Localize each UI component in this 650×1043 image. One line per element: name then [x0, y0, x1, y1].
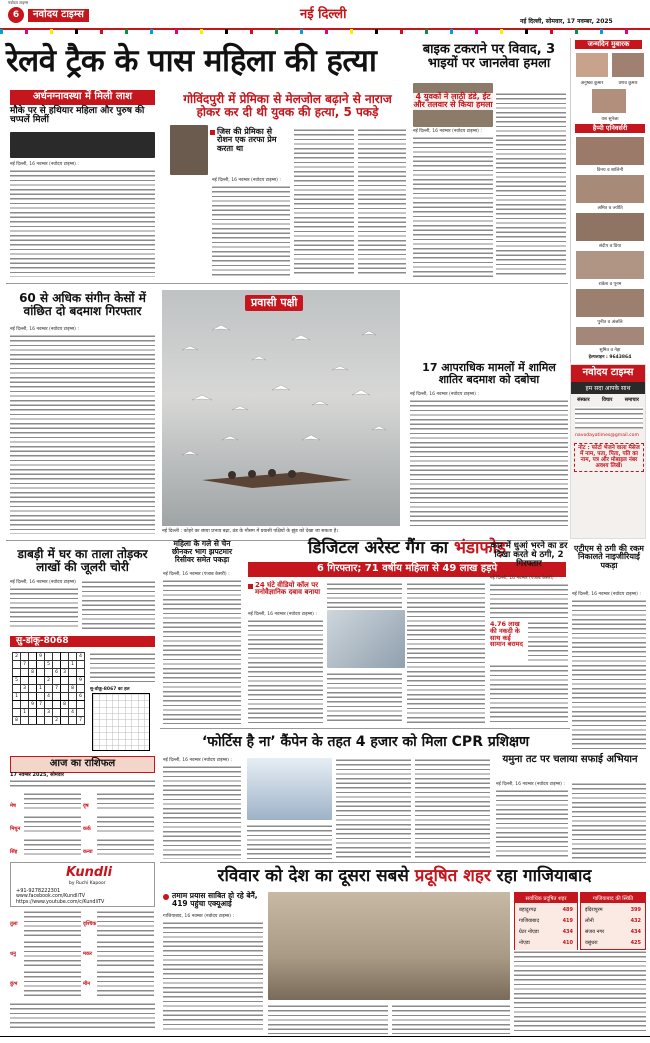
murder-photo	[170, 125, 208, 175]
aqi-value: 489	[562, 906, 573, 913]
color-swatch	[375, 29, 378, 34]
sudoku-cell	[45, 701, 53, 709]
aqi-title-a: सर्वाधिक प्रदूषित शहर	[515, 893, 577, 903]
sign-7	[10, 910, 82, 938]
color-swatch	[150, 29, 153, 34]
birds-label: प्रवासी पक्षी	[245, 295, 303, 311]
anniv-name-6: सुमित व नेहा	[599, 348, 621, 353]
anniv-name-2: अमित व ज्योति	[597, 206, 623, 211]
bike-body-1	[413, 136, 493, 277]
sudoku-cell: 8	[13, 717, 21, 725]
chain-byline: नई दिल्ली, 16 नवम्बर (पंजाब केसरी) :	[163, 572, 230, 577]
birds-caption: नई दिल्ली : कोहरे का छाया प्रभाव बढ़ा, ठंड के मौसम में प्रवासी पक्षियों के झुंड को देखा जा सकता है।	[162, 529, 339, 534]
bday-name-1: अनुष्का कुमार	[580, 81, 604, 86]
sign-label: मिथुन	[10, 826, 21, 832]
sudoku-cell	[29, 709, 37, 717]
aqi-value: 432	[630, 917, 641, 924]
sudoku-cell: 8	[29, 669, 37, 677]
sign-label: सिंह	[10, 849, 18, 855]
photo-notice: नोट : फोटो भेजने वाला मैसेज में नाम, पता, पिता, पति का नाम, पत्र और मोबाइल नंबर अवश्य लिखें।	[574, 443, 644, 472]
bday-photo-2	[611, 52, 645, 78]
city-label: नई दिल्ली	[300, 7, 347, 22]
cpr-byline: नई दिल्ली, 16 नवम्बर (नवोदय टाइम्स) :	[163, 758, 232, 763]
aqi-city: गाजियाबाद	[519, 917, 540, 924]
fraud-byline: नई दिल्ली, 16 नवम्बर (नवोदय टाइम्स) :	[572, 592, 641, 597]
color-swatch	[200, 29, 203, 34]
sudoku-cell	[21, 653, 29, 661]
sudoku-cell: 4	[77, 653, 85, 661]
sudoku-cell: 2	[53, 717, 61, 725]
divider	[160, 728, 570, 729]
color-swatch	[25, 29, 28, 34]
sudoku-cell	[77, 685, 85, 693]
aqi-row	[517, 905, 575, 914]
chain-headline: महिला के गले से चेन छीनकर भाग झपटमार रिसीवर समेत पकड़ा	[171, 539, 233, 564]
yamuna-body-1	[496, 789, 568, 859]
bday-name-3: यश सुनेजा	[601, 117, 619, 122]
sign-label: तुला	[10, 921, 18, 927]
color-swatch	[325, 29, 328, 34]
arrow-icon	[163, 894, 169, 900]
sudoku-cell	[21, 677, 29, 685]
sudoku-cell: 8	[69, 685, 77, 693]
color-swatch	[525, 29, 528, 34]
bike-headline: बाइक टकराने पर विवाद, 3 भाइयों पर जानलेवा हमला	[422, 42, 556, 71]
small-paper-name: नवोदय टाइम्स	[8, 0, 29, 5]
color-swatch	[175, 29, 178, 34]
sudoku-cell	[45, 717, 53, 725]
color-swatch	[100, 29, 103, 34]
sudoku-cell	[53, 693, 61, 701]
bday-name-2: प्रणव कुमार	[618, 81, 638, 86]
car-body-3	[490, 664, 568, 724]
aqi-city: लोनी	[585, 917, 594, 924]
anniv-photo-6	[575, 326, 645, 346]
color-swatch	[275, 29, 278, 34]
aqi-city: इंदिरापुरम	[585, 906, 603, 913]
sudoku-cell	[61, 661, 69, 669]
kundli-ad	[10, 862, 155, 907]
sudoku-cell: 5	[13, 677, 21, 685]
lead-sub: मौके पर से हथियार महिला और पुरुष की चप्पलें मिलीं	[10, 106, 145, 126]
aqi-city: संजय नगर	[585, 928, 605, 935]
sign-9	[10, 940, 82, 968]
birds-illustration	[162, 290, 400, 526]
yamuna-body-2	[572, 782, 646, 859]
footer-rule	[0, 1036, 650, 1037]
dabri-body-2	[82, 580, 155, 629]
anniv-photo-1	[575, 136, 645, 166]
sudoku-cell: 6	[53, 669, 61, 677]
aqi-row	[583, 938, 643, 947]
color-swatch	[625, 29, 628, 34]
sudoku-cell: 7	[77, 717, 85, 725]
anniv-photo-5	[575, 288, 645, 318]
sign-label: कुंभ	[10, 981, 18, 987]
sudoku-cell	[61, 709, 69, 717]
anniversary-title: हैप्पी एनिवर्सरी	[575, 124, 645, 133]
promo-col-3: समाचार	[624, 396, 639, 403]
pollution-headline-b: प्रदूषित शहर	[414, 866, 491, 886]
aqi-row	[583, 927, 643, 936]
divider	[6, 283, 568, 284]
sudoku-cell	[21, 717, 29, 725]
pollution-sub-text: तमाम प्रयास साबित हो रहे बेनेैं, 419 पहुंचा एक्यूआई	[172, 891, 258, 908]
car-byline: नई दिल्ली, 16 नवम्बर (पंजाब केसरी) :	[490, 576, 557, 581]
sudoku-cell	[69, 717, 77, 725]
color-swatch	[400, 29, 403, 34]
color-swatch	[350, 29, 353, 34]
shaatir-byline: नई दिल्ली, 16 नवम्बर (नवोदय टाइम्स) :	[410, 392, 479, 397]
color-swatch	[300, 29, 303, 34]
sudoku-cell: 3	[61, 669, 69, 677]
sudoku-cell	[61, 717, 69, 725]
fraud-body	[572, 599, 646, 749]
aqi-row	[583, 916, 643, 925]
color-swatch	[575, 29, 578, 34]
sudoku-cell	[61, 653, 69, 661]
sudoku-cell: 7	[53, 685, 61, 693]
sudoku-cell	[13, 661, 21, 669]
bday-photo-1	[575, 52, 609, 78]
date-line: नई दिल्ली, सोमवार, 17 नवम्बर, 2025	[520, 18, 613, 25]
sudoku-cell	[29, 661, 37, 669]
sign-label: कर्क	[83, 826, 91, 832]
sudoku-cell: 4	[69, 709, 77, 717]
car-pull: 4.76 लाख की नकदी के साथ कई सामान बरामद	[490, 620, 523, 649]
criminal60-headline: 60 से अधिक संगीन केसों में वांछित दो बदमाश गिरफ्तार	[19, 291, 146, 318]
pollution-photo	[268, 892, 510, 1000]
sudoku-cell	[45, 685, 53, 693]
color-swatch	[500, 29, 503, 34]
sudoku-cell: 7	[37, 701, 45, 709]
sudoku-cell	[53, 701, 61, 709]
yamuna-byline: नई दिल्ली, 16 नवम्बर (नवोदय टाइम्स) :	[496, 782, 565, 787]
birthday-title: जन्मदिन मुबारक	[575, 40, 642, 49]
color-swatch	[450, 29, 453, 34]
color-swatch	[225, 29, 228, 34]
lead-body	[10, 169, 155, 277]
car-headline: कार में धुआं भरने का डर दिखा करते थे ठगी, 2 गिरफ्तार	[490, 541, 568, 569]
bday-photo-3	[591, 88, 627, 114]
sudoku-cell: 3	[45, 709, 53, 717]
aqi-value: 410	[562, 939, 573, 946]
sudoku-cell: 8	[61, 701, 69, 709]
aqi-city: वसुंधरा	[585, 939, 598, 946]
color-swatch	[75, 29, 78, 34]
sudoku-cell	[61, 685, 69, 693]
arrest-body-1	[248, 619, 323, 724]
pollution-headline-a: रविवार को देश का दूसरा सबसे	[217, 866, 415, 886]
cpr-body-4	[415, 758, 490, 859]
sign-label: मेष	[10, 803, 16, 809]
page-number: 6	[8, 7, 24, 23]
sudoku-answer-grid	[92, 693, 150, 751]
sign-label: कन्या	[83, 849, 93, 855]
anniv-name-3: संदीप व प्रिया	[598, 244, 622, 249]
birthday-panel	[570, 38, 646, 363]
hidden-name-9: रवि व सीमा	[575, 38, 580, 39]
arrest-deck: 6 गिरफ्तार; 71 वर्षीय महिला से 49 लाख हड़पे	[248, 562, 566, 577]
sudoku-cell	[45, 653, 53, 661]
sign-6	[83, 838, 155, 860]
sudoku-cell	[29, 653, 37, 661]
color-swatch	[250, 29, 253, 34]
sudoku-cell	[61, 677, 69, 685]
sudoku-grid	[12, 652, 85, 725]
color-swatch	[550, 29, 553, 34]
kundli-fb: www.facebook.com/KundliTV	[16, 894, 86, 899]
cpr-body-1	[163, 765, 241, 859]
color-strip	[0, 30, 650, 33]
aqi-city: ग्रेटर नोएडा	[519, 928, 539, 935]
sudoku-cell: 4	[45, 693, 53, 701]
sudoku-cell: 3	[21, 685, 29, 693]
sudoku-cell	[29, 693, 37, 701]
sign-4	[83, 815, 155, 837]
promo-email: navodayatimes@gmail.com	[575, 433, 639, 438]
kundli-yt: https://www.youtube.com/c/KundliTV	[16, 900, 105, 905]
sudoku-cell: 2	[13, 653, 21, 661]
shaatir-headline: 17 आपराधिक मामलों में शामिल शातिर बदमाश को दबोचा	[422, 361, 556, 386]
color-swatch	[425, 29, 428, 34]
sudoku-cell: 6	[77, 693, 85, 701]
sudoku-cell	[21, 701, 29, 709]
anniv-photo-4	[575, 250, 645, 280]
aqi-city: बहादुरगढ़	[519, 906, 537, 913]
kundli-tag: by Ruchi Kapoor	[69, 881, 106, 886]
aqi-title-b: गाजियाबाद की स्थिति	[581, 893, 645, 903]
rashifal-grid	[10, 792, 155, 860]
sudoku-cell	[69, 653, 77, 661]
aqi-table-b	[580, 892, 646, 950]
cpr-body-3	[336, 758, 411, 859]
cpr-headline: ‘फोर्टिस है ना’ कैंपेन के तहत 4 हजार को मिला CPR प्रशिक्षण	[201, 734, 530, 750]
promo-col-1: संस्कार	[577, 396, 590, 403]
sudoku-cell	[45, 669, 53, 677]
sudoku-cell	[53, 661, 61, 669]
sudoku-cell	[29, 717, 37, 725]
dabri-headline: डाबड़ी में घर का ताला तोड़कर लाखों की जूलरी चोरी	[17, 547, 148, 574]
sudoku-cell	[13, 669, 21, 677]
sign-label: वृष	[83, 803, 89, 809]
pollution-headline-c: रहा गाजियाबाद	[490, 866, 592, 886]
pollution-headline	[163, 868, 646, 886]
dabri-byline: नई दिल्ली, 16 नवम्बर (नवोदय टाइम्स)	[10, 580, 76, 585]
promo-box	[570, 364, 646, 539]
pollution-body-2	[268, 1004, 388, 1034]
sign-label: धनु	[10, 951, 16, 957]
birds-photo	[162, 290, 400, 526]
sudoku-cell	[69, 669, 77, 677]
pollution-body-1	[163, 921, 263, 1033]
sign-10	[83, 940, 155, 968]
arrest-pull-text: 24 घंटे वीडियो कॉल पर मनोवैज्ञानिक दबाव बनाया	[255, 581, 321, 597]
sudoku-cell	[37, 693, 45, 701]
color-swatch	[475, 29, 478, 34]
kundli-brand: Kundli	[66, 865, 113, 880]
chain-body	[163, 579, 241, 724]
rashifal-footer	[10, 1002, 155, 1030]
cpr-body-2	[247, 824, 332, 859]
sudoku-cell	[53, 653, 61, 661]
criminal60-body	[10, 334, 155, 534]
aqi-row	[583, 905, 643, 914]
color-swatch	[0, 29, 3, 34]
sudoku-cell: 1	[13, 693, 21, 701]
sign-label: वृश्चिक	[83, 921, 97, 927]
sudoku-cell	[13, 709, 21, 717]
sudoku-cell	[53, 677, 61, 685]
anniv-name-5: पुनीत व अंजलि	[597, 320, 623, 325]
lead-headline: रेलवे ट्रैक के पास महिला की हत्या	[6, 43, 377, 79]
color-swatch	[125, 29, 128, 34]
sudoku-cell: 9	[37, 653, 45, 661]
sudoku-cell	[21, 693, 29, 701]
aqi-row	[517, 938, 575, 947]
sign-12	[83, 970, 155, 998]
bike-pull: 4 युवकों ने लाठी डंडे, ईंट और तलवार से किया हमला	[413, 92, 493, 110]
sudoku-cell: 7	[21, 661, 29, 669]
shaatir-body	[410, 399, 568, 529]
lead-kicker: अर्धनग्नावस्था में मिली लाश	[10, 90, 155, 105]
bullet-icon	[248, 584, 253, 589]
sudoku-cell	[37, 669, 45, 677]
murder-headline: गोविंदपुरी में प्रेमिका से मेलजोल बढ़ाने से नाराज होकर कर दी थी युवक की हत्या, 5 पकड़े	[183, 92, 392, 119]
arrest-body-3	[327, 672, 402, 724]
sudoku-cell: 9	[77, 677, 85, 685]
sudoku-cell	[21, 669, 29, 677]
sudoku-cell	[77, 701, 85, 709]
color-swatch	[50, 29, 53, 34]
bday-helpline: हेल्पलाइन : 9643864	[588, 355, 632, 360]
dabri-body-1	[10, 587, 78, 629]
aqi-row	[517, 916, 575, 925]
aqi-value: 434	[562, 928, 573, 935]
murder-body-3	[358, 128, 406, 277]
sudoku-cell	[37, 661, 45, 669]
sudoku-cell: 1	[21, 709, 29, 717]
rashifal-intro	[10, 779, 155, 789]
sign-2	[83, 792, 155, 814]
sign-label: मीन	[83, 981, 91, 987]
sudoku-cell	[37, 677, 45, 685]
arrest-headline-a: डिजिटल अरेस्ट गैंग का	[307, 538, 454, 558]
aqi-value: 419	[562, 917, 573, 924]
promo-col-2: विचार	[601, 396, 613, 403]
cpr-photo	[247, 758, 332, 820]
sudoku-cell	[61, 693, 69, 701]
arrest-headline-b: भंडाफोड़	[453, 538, 507, 558]
bike-body-2	[496, 92, 566, 277]
sudoku-cell: 2	[45, 677, 53, 685]
sign-1	[10, 792, 82, 814]
sudoku-cell	[77, 669, 85, 677]
pollution-body-3	[392, 1004, 510, 1034]
yamuna-headline: यमुना तट पर चलाया सफाई अभियान	[502, 754, 638, 765]
bike-byline: नई दिल्ली, 16 नवम्बर (नवोदय टाइम्स) :	[413, 129, 482, 134]
sudoku-cell	[29, 685, 37, 693]
aqi-city: नोएडा	[519, 939, 530, 946]
aqi-rows-b	[581, 903, 645, 949]
sudoku-cell	[37, 709, 45, 717]
sudoku-cell	[69, 693, 77, 701]
rashifal-grid-2	[10, 910, 155, 1032]
car-body-2	[528, 621, 568, 661]
sudoku-cell	[69, 677, 77, 685]
lead-photo	[10, 132, 155, 158]
sign-11	[10, 970, 82, 998]
sudoku-cell	[77, 661, 85, 669]
arrest-byline: नई दिल्ली, 16 नवम्बर (नवोदय टाइम्स) :	[248, 612, 317, 617]
arrest-body-2	[327, 582, 402, 608]
promo-sub: हम सदा आपके साथ	[571, 382, 645, 394]
anniv-photo-3	[575, 212, 645, 242]
sudoku-cell	[13, 701, 21, 709]
sudoku-cell: 9	[29, 701, 37, 709]
car-body-1	[490, 583, 568, 619]
arrest-body-4	[407, 582, 485, 724]
murder-pull-text: जिस की प्रेमिका से रोशन एक तरफा प्रेम करता था	[217, 127, 277, 153]
sudoku-cell: 1	[37, 685, 45, 693]
sudoku-cell	[37, 717, 45, 725]
sign-3	[10, 815, 82, 837]
anniv-photo-2	[575, 174, 645, 204]
promo-body	[575, 407, 643, 429]
rashifal-title: आज का राशिफल	[10, 756, 155, 773]
aqi-row	[517, 927, 575, 936]
aqi-value: 399	[630, 906, 641, 913]
sudoku-cell: 1	[69, 661, 77, 669]
aqi-value: 434	[630, 928, 641, 935]
promo-title: नवोदय टाइम्स	[571, 365, 645, 382]
sign-8	[83, 910, 155, 938]
anniv-name-1: विनय व शालिनी	[596, 168, 624, 173]
sudoku-cell	[53, 709, 61, 717]
sign-label: मकर	[83, 951, 92, 957]
sudoku-cell	[29, 677, 37, 685]
rashifal-date: 17 नवम्बर 2025, सोमवार	[10, 772, 64, 778]
sudoku-cell: 5	[45, 661, 53, 669]
sudoku-cell	[77, 709, 85, 717]
lead-byline: नई दिल्ली, 16 नवम्बर (नवोदय टाइम्स) :	[10, 162, 79, 167]
color-swatch	[600, 29, 603, 34]
criminal60-byline: नई दिल्ली, 16 नवम्बर (नवोदय टाइम्स) :	[10, 327, 79, 332]
kundli-phone: +91-9278222301	[16, 888, 61, 894]
anniv-name-4: राकेश व पूनम	[598, 282, 622, 287]
murder-byline: नई दिल्ली, 16 नवम्बर (नवोदय टाइम्स) :	[212, 178, 281, 183]
murder-body-1	[212, 185, 290, 277]
sudoku-answer-title: सु-डोकू-8067 का हल	[90, 687, 130, 692]
paper-name: नवोदय टाइम्स	[28, 9, 89, 22]
sudoku-title: सु-डोकू-8068	[10, 636, 155, 647]
fraud-headline: एटीएम से ठगी की रकम निकालते नाइजीरियाई पकड़ा	[574, 544, 644, 570]
sudoku-cell	[13, 685, 21, 693]
pollution-body-4	[514, 950, 646, 1034]
aqi-value: 425	[630, 939, 641, 946]
arrest-photo	[327, 610, 405, 668]
sudoku-cell	[69, 701, 77, 709]
masthead	[0, 0, 650, 30]
pollution-byline: गाजियाबाद, 16 नवम्बर (नवोदय टाइम्स) :	[163, 914, 235, 919]
bullet-icon	[210, 130, 215, 135]
sudoku-rules	[90, 652, 155, 682]
sign-5	[10, 838, 82, 860]
divider	[160, 862, 646, 863]
murder-body-2	[294, 128, 354, 277]
